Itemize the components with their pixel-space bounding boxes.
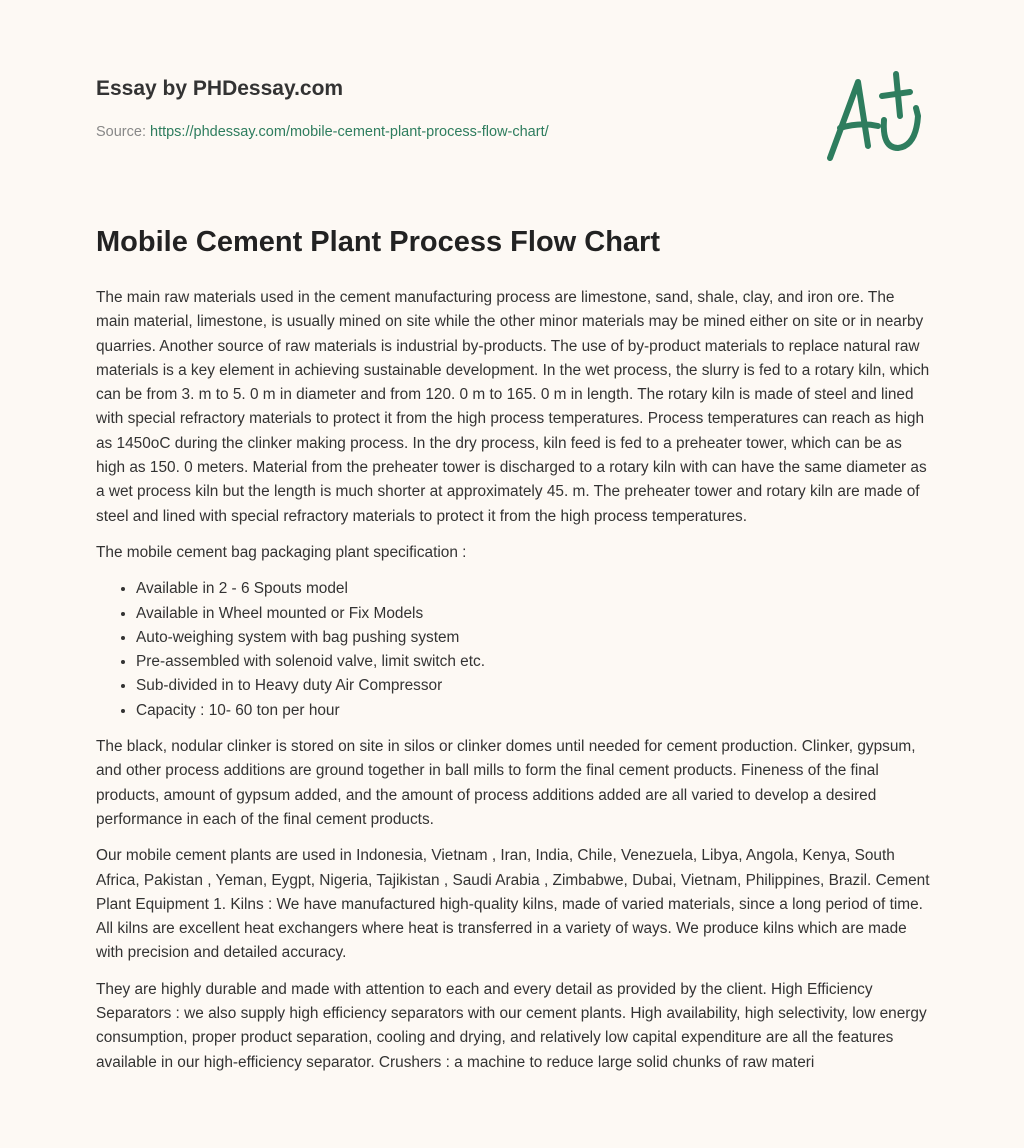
paragraph: The mobile cement bag packaging plant specification : xyxy=(96,543,467,561)
paragraph: The black, nodular clinker is stored on site in silos or clinker domes until needed for cement production. Clinker, gypsum, and other process additions are ground together in ball mills to form the final cement products. Fineness of the final products, amount of gypsum added, and the amount of process additions added are all varied to develop a desired performance in each of the final cement products. xyxy=(96,738,916,828)
essay-body xyxy=(96,286,932,1087)
page-title: Mobile Cement Plant Process Flow Chart xyxy=(96,226,660,258)
list-item: • Capacity : 10- 60 ton per hour xyxy=(136,699,932,723)
list-item: • Auto-weighing system with bag pushing system xyxy=(136,626,932,650)
paragraph: They are highly durable and made with attention to each and every detail as provided by the client. High Efficiency Separators : we also supply high efficiency separators with our cement plants. High availability, high selectivity, low energy consumption, proper product separation, cooling and drying, and relatively low capital expenditure are all the features available in our high-efficiency separator. Crushers : a machine to reduce large solid chunks of raw materi xyxy=(96,980,927,1071)
list-item: • Sub-divided in to Heavy duty Air Compressor xyxy=(136,674,932,698)
list-item: • Pre-assembled with solenoid valve, limit switch etc. xyxy=(136,650,932,674)
paragraph: The main raw materials used in the cement manufacturing process are limestone, sand, shale, clay, and iron ore. The main material, limestone, is usually mined on site while the other minor materials may be mined either on site or in nearby quarries. Another source of raw materials is industrial by-products. The use of by-product materials to replace natural raw materials is a key element in achieving sustainable development. In the wet process, the slurry is fed to a rotary kiln, which can be from 3. m to 5. 0 m in diameter and from 120. 0 m to 165. 0 m in length. The rotary kiln is made of steel and lined with special refractory materials to protect it from the high process temperatures. Process temperatures can reach as high as 1450oC during the clinker making process. In the dry process, kiln feed is fed to a preheater tower, which can be as high as 150. 0 meters. Material from the preheater tower is discharged to a rotary kiln with can have the same diameter as a wet process kiln but the length is much shorter at approximately 45. m. The preheater tower and rotary kiln are made of steel and lined with special refractory materials to protect it from the high process temperatures. xyxy=(96,289,930,525)
paragraph: Our mobile cement plants are used in Indonesia, Vietnam , Iran, India, Chile, Venezuela, Libya, Angola, Kenya, South Africa, Pakistan , Yeman, Eygpt, Nigeria, Tajikistan , Saudi Arabia , Zimbabwe, Dubai, Vietnam, Philippines, Brazil. Cement Plant Equipment 1. Kilns : We have manufactured high-quality kilns, made of varied materials, since a long period of time. All kilns are excellent heat exchangers where heat is transferred in a variety of ways. We produce kilns which are made with precision and detailed accuracy. xyxy=(96,847,930,962)
source-label: Source: xyxy=(96,124,150,140)
header xyxy=(0,0,1024,200)
a-plus-logo-icon xyxy=(820,68,930,168)
brand-title: Essay by PHDessay.com xyxy=(96,77,344,100)
list-item: • Available in 2 - 6 Spouts model xyxy=(136,577,932,601)
list-item: • Available in Wheel mounted or Fix Models xyxy=(136,602,932,626)
source-line xyxy=(96,124,549,140)
spec-list xyxy=(96,577,932,723)
source-link[interactable]: https://phdessay.com/mobile-cement-plant-process-flow-chart/ xyxy=(150,124,549,140)
